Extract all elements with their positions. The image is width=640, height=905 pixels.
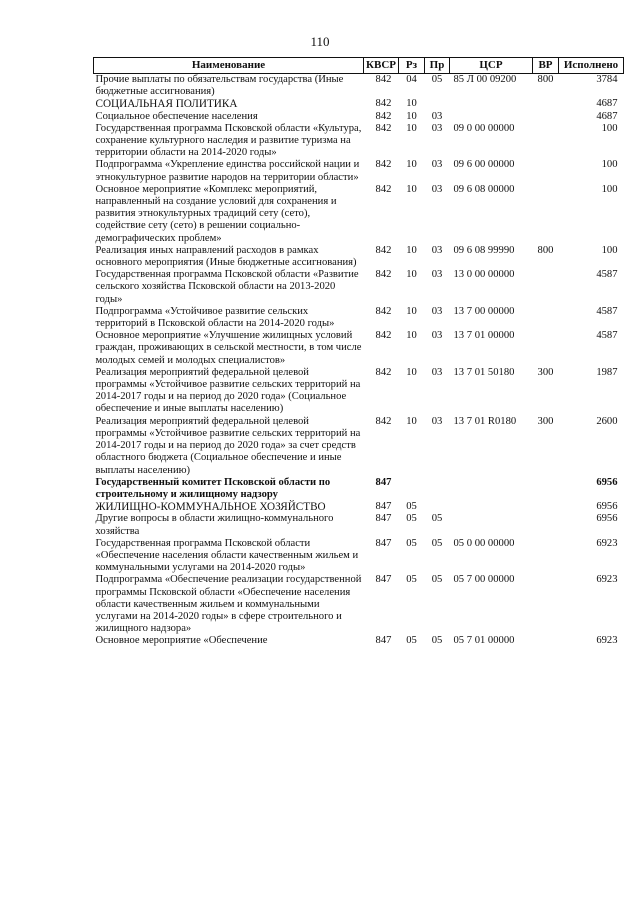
row-sum: 4687 — [596, 98, 618, 110]
row-name: Подпрограмма «Укрепление единства российской нации и этнокультурное развитие народов на территории области» — [95, 159, 360, 183]
row-name: ЖИЛИЩНО-КОММУНАЛЬНОЕ ХОЗЯЙСТВО — [95, 501, 326, 514]
row-pr: 03 — [431, 269, 443, 281]
row-kvsr: 842 — [375, 269, 392, 281]
row-vr: 800 — [537, 244, 554, 256]
row-vr — [533, 477, 559, 501]
row-name: Государственный комитет Псковской области по строительному и жилищному надзору — [95, 476, 331, 500]
table-body — [94, 74, 624, 648]
row-sum: 1987 — [596, 366, 618, 378]
row-vr — [533, 635, 559, 647]
row-pr: 03 — [431, 159, 443, 171]
row-rz: 05 — [406, 537, 417, 549]
row-pr: 05 — [431, 537, 443, 549]
row-pr: 05 — [431, 74, 443, 85]
row-sum: 6956 — [596, 501, 618, 513]
row-pr: 03 — [431, 110, 443, 122]
table-row — [94, 269, 624, 306]
table-row — [94, 574, 624, 635]
row-pr: 03 — [431, 415, 443, 427]
table-row — [94, 306, 624, 330]
row-rz: 10 — [406, 330, 417, 342]
row-name: Основное мероприятие «Обеспечение — [95, 635, 268, 647]
row-name: Подпрограмма «Обеспечение реализации государственной программы Псковской области «Обеспечение населения области качественным жильем и коммунальными услугами на 2014-2020 годы» в сфере строительного и жилищного надзора» — [95, 574, 362, 635]
table-row — [94, 513, 624, 537]
row-name: Реализация мероприятий федеральной целевой программы «Устойчивое развитие сельских территорий на 2014-2017 годы и на период до 2020 года» (Социальное обеспечение и иные выплаты населению) — [95, 366, 361, 415]
row-vr: 300 — [537, 366, 554, 378]
row-sum: 4687 — [596, 110, 618, 122]
row-name: Государственная программа Псковской области «Развитие сельского хозяйства Псковской области на 2013-2020 годы» — [95, 269, 359, 305]
row-vr — [533, 159, 559, 183]
row-name: Социальное обеспечение населения — [95, 110, 258, 122]
row-csr: 09 6 08 99990 — [453, 244, 515, 256]
row-name: Подпрограмма «Устойчивое развитие сельских территорий в Псковской области на 2014-2020 годы» — [95, 305, 335, 330]
row-kvsr: 847 — [375, 476, 392, 488]
row-sum: 6923 — [596, 574, 618, 586]
row-name: Основное мероприятие «Комплекс мероприятий, направленный на создание условий для сохранения и развития этнокультурных традиций сету (сето), содействие сету (сето) в решении социально-демографических проблем» — [95, 183, 337, 244]
row-sum: 4587 — [596, 330, 618, 342]
row-vr — [533, 538, 559, 575]
row-pr — [425, 98, 450, 110]
row-vr — [533, 501, 559, 513]
table-row — [94, 98, 624, 110]
row-vr — [533, 111, 559, 123]
row-kvsr: 847 — [375, 574, 392, 586]
table-row — [94, 538, 624, 575]
row-csr: 13 7 01 00000 — [453, 330, 515, 342]
row-name: Государственная программа Псковской области «Культура, сохранение культурного наследия и развитие туризма на территории области на 2014-2020 годы» — [95, 122, 362, 159]
row-name: Реализация мероприятий федеральной целевой программы «Устойчивое развитие сельских территорий на 2014-2017 годы и на период до 2020 года» за счет средств областного бюджета (Социальное обеспечение и иные выплаты населению) — [95, 415, 361, 476]
row-rz: 10 — [406, 110, 417, 122]
row-vr — [533, 98, 559, 110]
table-header-row — [94, 58, 624, 74]
budget-table — [93, 57, 624, 648]
row-vr — [533, 513, 559, 537]
row-csr: 13 7 01 50180 — [453, 366, 515, 378]
row-name: Реализация иных направлений расходов в рамках основного мероприятия (Иные бюджетные ассигнования) — [95, 244, 357, 269]
row-kvsr: 847 — [375, 635, 392, 647]
row-vr — [533, 306, 559, 330]
row-rz: 05 — [406, 574, 417, 586]
table-row — [94, 477, 624, 501]
row-csr: 09 0 00 00000 — [453, 122, 515, 134]
row-rz: 10 — [406, 183, 417, 195]
row-pr — [425, 477, 450, 501]
row-sum: 6956 — [596, 513, 618, 525]
row-pr: 03 — [431, 244, 443, 256]
row-sum: 100 — [601, 122, 618, 134]
row-kvsr: 842 — [375, 244, 392, 256]
table-row — [94, 74, 624, 99]
row-rz: 05 — [406, 501, 417, 513]
row-kvsr: 842 — [375, 415, 392, 427]
row-sum: 100 — [601, 244, 618, 256]
row-kvsr: 842 — [375, 74, 392, 85]
row-sum: 6923 — [596, 635, 618, 647]
row-pr: 03 — [431, 122, 443, 134]
table-row — [94, 416, 624, 477]
row-vr — [533, 269, 559, 306]
table-row — [94, 330, 624, 367]
row-csr: 05 7 00 00000 — [453, 574, 515, 586]
row-csr: 13 0 00 00000 — [453, 269, 515, 281]
row-rz: 10 — [406, 269, 417, 281]
row-csr — [450, 111, 533, 123]
table-row — [94, 245, 624, 269]
row-kvsr: 842 — [375, 330, 392, 342]
row-rz: 10 — [406, 305, 417, 317]
row-name: Основное мероприятие «Улучшение жилищных условий граждан, проживающих в сельской местности, в том числе молодых семей и молодых специалистов» — [95, 330, 362, 366]
row-rz: 05 — [406, 513, 417, 525]
header-csr: ЦСР — [450, 58, 533, 74]
header-name: Наименование — [94, 58, 364, 74]
row-kvsr: 847 — [375, 501, 392, 513]
table-row — [94, 111, 624, 123]
row-sum: 100 — [601, 183, 618, 195]
row-csr: 13 7 00 00000 — [453, 305, 515, 317]
header-kvsr: КВСР — [364, 58, 399, 74]
row-vr: 800 — [537, 74, 554, 85]
row-vr — [533, 330, 559, 367]
row-kvsr: 842 — [375, 159, 392, 171]
row-sum: 4587 — [596, 305, 618, 317]
header-sum: Исполнено — [559, 58, 624, 74]
row-rz: 10 — [406, 98, 417, 110]
row-csr: 09 6 08 00000 — [453, 183, 515, 195]
row-sum: 6956 — [596, 476, 618, 488]
row-kvsr: 842 — [375, 98, 392, 110]
row-pr: 03 — [431, 330, 443, 342]
row-kvsr: 847 — [375, 537, 392, 549]
row-csr — [450, 501, 533, 513]
row-csr — [450, 477, 533, 501]
row-pr — [425, 501, 450, 513]
row-csr: 85 Л 00 09200 — [453, 74, 517, 85]
row-sum: 4587 — [596, 269, 618, 281]
row-kvsr: 847 — [375, 513, 392, 525]
row-pr: 05 — [431, 635, 443, 647]
row-vr: 300 — [537, 415, 554, 427]
page-number: 110 — [310, 34, 330, 49]
row-rz — [399, 477, 425, 501]
row-csr: 05 7 01 00000 — [453, 635, 515, 647]
row-vr — [533, 184, 559, 245]
row-sum: 2600 — [596, 415, 618, 427]
table-row — [94, 123, 624, 160]
header-vr: ВР — [533, 58, 559, 74]
table-row — [94, 367, 624, 416]
row-csr: 13 7 01 R0180 — [453, 415, 517, 427]
row-csr: 09 6 00 00000 — [453, 159, 515, 171]
row-kvsr: 842 — [375, 183, 392, 195]
row-vr — [533, 574, 559, 635]
row-vr — [533, 123, 559, 160]
row-rz: 04 — [406, 74, 417, 85]
row-pr: 05 — [431, 574, 443, 586]
row-name: Государственная программа Псковской области «Обеспечение населения области качественным жильем и коммунальными услугами на 2014-2020 годы» — [95, 537, 359, 574]
table-row — [94, 159, 624, 183]
header-rz: Рз — [399, 58, 425, 74]
header-pr: Пр — [425, 58, 450, 74]
row-pr: 05 — [431, 513, 443, 525]
row-pr: 03 — [431, 305, 443, 317]
row-kvsr: 842 — [375, 366, 392, 378]
row-kvsr: 842 — [375, 122, 392, 134]
row-name: Прочие выплаты по обязательствам государства (Иные бюджетные ассигнования) — [95, 74, 344, 98]
row-rz: 05 — [406, 635, 417, 647]
row-sum: 3784 — [596, 74, 618, 85]
row-kvsr: 842 — [375, 305, 392, 317]
row-kvsr: 842 — [375, 110, 392, 122]
row-name: Другие вопросы в области жилищно-коммунального хозяйства — [95, 513, 334, 537]
row-csr — [450, 513, 533, 537]
row-pr: 03 — [431, 183, 443, 195]
row-rz: 10 — [406, 415, 417, 427]
row-pr: 03 — [431, 366, 443, 378]
row-rz: 10 — [406, 366, 417, 378]
table-row — [94, 184, 624, 245]
row-name: СОЦИАЛЬНАЯ ПОЛИТИКА — [95, 98, 238, 111]
row-sum: 100 — [601, 159, 618, 171]
row-csr: 05 0 00 00000 — [453, 537, 515, 549]
table-row — [94, 635, 624, 647]
row-rz: 10 — [406, 159, 417, 171]
table-row — [94, 501, 624, 513]
row-csr — [450, 98, 533, 110]
row-rz: 10 — [406, 122, 417, 134]
row-rz: 10 — [406, 244, 417, 256]
row-sum: 6923 — [596, 537, 618, 549]
